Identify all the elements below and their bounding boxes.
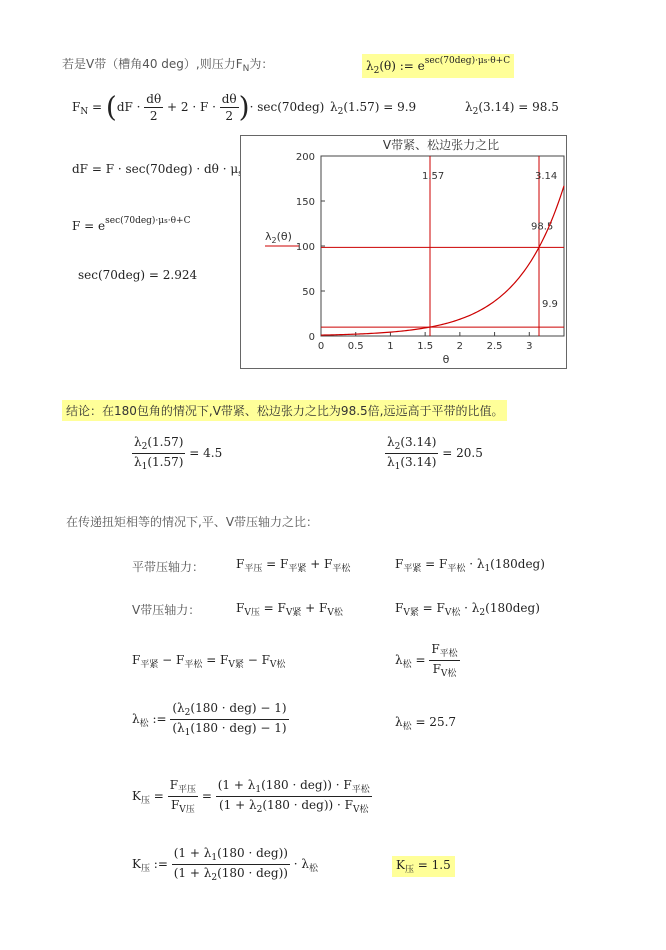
intro-sub: N — [242, 64, 250, 74]
l2-314-sub: 2 — [472, 107, 479, 117]
plot-frame — [321, 156, 564, 336]
lambda2-157-result — [330, 100, 416, 117]
r1-den-sub: 1 — [141, 462, 148, 472]
fn-term1: dF · — [116, 100, 141, 114]
lsa-num: (λ — [172, 701, 185, 715]
f-exp-sub: s — [164, 217, 168, 225]
lambda-song-value — [395, 715, 456, 732]
series-line-lambda2 — [321, 186, 564, 335]
lsd-num-sub: 平松 — [439, 649, 458, 659]
chart-ylabel — [265, 230, 292, 245]
marker-v1-label: 1.57 — [422, 171, 445, 182]
kd-eq: = — [149, 789, 164, 803]
diff-b-sub: 平松 — [184, 660, 203, 670]
kd-f2-den-sub2: V松 — [352, 805, 369, 815]
ka-den-sub: 2 — [211, 873, 218, 883]
fn-plus: + 2 · F · — [163, 100, 216, 114]
r1-num-main: λ — [134, 435, 142, 449]
ka-tail: · λ — [289, 857, 309, 871]
fa-eq1-c: + F — [306, 557, 333, 571]
x-tick-label: 2 — [456, 341, 464, 352]
fa-eq1-c-sub: 平松 — [332, 564, 351, 574]
diff-d-sub: V松 — [269, 660, 286, 670]
kd-f2-num-sub2: 平松 — [351, 785, 370, 795]
fa-eq1-b-sub: 平紧 — [288, 564, 307, 574]
l2-314-arg: (3.14) = 98.5 — [478, 100, 559, 114]
ka-eq: := — [149, 857, 168, 871]
f-exp: sec(70deg)·μ — [105, 216, 165, 226]
lambda2-def-arg: (θ) := e — [379, 59, 425, 73]
r2-num-sub: 2 — [394, 442, 401, 452]
lambda-song-assignment — [132, 701, 289, 738]
lsa-den-tail: (180 · deg) − 1) — [190, 721, 287, 735]
r2-den-main: λ — [387, 455, 395, 469]
fn-frac2 — [220, 92, 239, 123]
kr-lhs: K — [396, 858, 405, 872]
ka-tail-sub: 松 — [309, 864, 319, 874]
fn-frac1-den: 2 — [149, 109, 158, 123]
lambda2-314-result — [465, 100, 559, 117]
fa-eq2-b-sub: 平松 — [447, 564, 466, 574]
lsd-den-sub: V松 — [440, 669, 457, 679]
lambda2-definition — [362, 54, 514, 78]
fa-eq2-c: · λ — [465, 557, 485, 571]
kd-f1-den: F — [170, 798, 180, 812]
fa-eq1-a-sub: 平压 — [244, 564, 263, 574]
section2-text: 在传递扭矩相等的情况下,平、V带压轴力之比： — [66, 515, 319, 529]
l2-157-label: λ — [330, 100, 338, 114]
lsa-lhs: λ — [132, 712, 140, 726]
v-axial-label-text: V带压轴力： — [132, 603, 201, 617]
va-eq2-b-sub: V松 — [444, 608, 461, 618]
lsa-num-sub: 2 — [184, 708, 191, 718]
va-eq2-a-sub: V紧 — [403, 608, 419, 618]
fn-frac1 — [144, 92, 163, 123]
r1-den-main: λ — [134, 455, 142, 469]
kd-f2-den-sub: 2 — [256, 805, 263, 815]
fa-eq1-a: F — [236, 557, 245, 571]
lsv-lhs-sub: 松 — [402, 722, 412, 732]
k-assignment — [132, 846, 318, 883]
l2-157-arg: (1.57) = 9.9 — [343, 100, 417, 114]
lsa-num-tail: (180 · deg) − 1) — [190, 701, 287, 715]
ratio2 — [385, 435, 483, 472]
ka-num-tail: (180 · deg)) — [217, 846, 288, 860]
conclusion-text: 结论：在180包角的情况下,V带紧、松边张力之比为98.5倍,远远高于平带的比值。 — [66, 404, 504, 418]
r2-result: = 20.5 — [438, 446, 483, 460]
flat-axial-eq1 — [236, 557, 350, 574]
kd-f2-num: (1 + λ — [217, 778, 256, 792]
y-tick-label: 200 — [295, 152, 315, 163]
conclusion — [62, 400, 507, 421]
chart-xlabel: θ — [442, 353, 450, 366]
f-exp-tail: ·θ+C — [167, 216, 191, 226]
kd-f1-num: F — [169, 778, 179, 792]
r1-result: = 4.5 — [185, 446, 223, 460]
y-tick-label: 100 — [295, 242, 315, 253]
fn-frac2-num: dθ — [221, 92, 237, 106]
k-result — [392, 856, 455, 877]
lsa-lhs-sub: 松 — [139, 719, 149, 729]
r2-num-arg: (3.14) — [400, 435, 437, 449]
r2-den-sub: 1 — [394, 462, 401, 472]
diff-a: F — [132, 653, 141, 667]
lsd-lhs: λ — [395, 653, 403, 667]
va-eq2-c: · λ — [460, 601, 480, 615]
lsd-lhs-sub: 松 — [402, 660, 412, 670]
kd-eq2: = — [198, 789, 212, 803]
y-tick-label: 0 — [308, 332, 315, 343]
lambda-chart — [241, 136, 566, 368]
va-eq1-b-sub: V紧 — [285, 608, 302, 618]
ratio1 — [132, 435, 222, 472]
sec-text: sec(70deg) = 2.924 — [78, 268, 198, 282]
chart-ylabel-tail: (θ) — [276, 230, 292, 243]
f-equation — [72, 216, 190, 233]
kd-lhs-sub: 压 — [140, 796, 150, 806]
v-axial-label — [132, 601, 200, 618]
lsd-num: F — [431, 642, 440, 656]
lsa-den: (λ — [172, 721, 185, 735]
r1-num-sub: 2 — [141, 442, 148, 452]
sec-result — [78, 268, 197, 282]
lsa-eq: := — [148, 712, 167, 726]
x-tick-label: 0.5 — [347, 341, 364, 352]
x-tick-label: 1 — [387, 341, 394, 352]
kd-f2-num-tail: (180 · deg)) · F — [261, 778, 352, 792]
fa-eq2-c-sub: 1 — [484, 564, 491, 574]
x-tick-label: 2.5 — [486, 341, 503, 352]
chart-frame — [240, 135, 567, 369]
fn-lhs: F — [72, 100, 81, 114]
va-eq1-b: = F — [259, 601, 286, 615]
x-tick-label: 0 — [317, 341, 325, 352]
kd-f2-den: (1 + λ — [218, 798, 257, 812]
kd-f1-den-sub: V压 — [179, 805, 195, 815]
flat-axial-label — [132, 558, 204, 575]
lambda2-def-exp: sec(70deg)·μ — [424, 56, 484, 66]
r2-num-main: λ — [387, 435, 395, 449]
lambda2-def-exp-sub: s — [483, 57, 488, 65]
va-eq1-a: F — [236, 601, 245, 615]
fn-tail: · sec(70deg) — [249, 100, 325, 114]
lambda-song-definition — [395, 642, 460, 679]
v-axial-eq1 — [236, 601, 343, 618]
lsv-lhs: λ — [395, 715, 403, 729]
fa-eq2-a-sub: 平紧 — [403, 564, 422, 574]
chart-ylabel-main: λ — [265, 230, 272, 243]
kd-f2-num-sub: 1 — [255, 785, 262, 795]
diff-c-sub: V紧 — [228, 660, 244, 670]
lsd-den: F — [432, 662, 441, 676]
ka-lhs: K — [132, 857, 141, 871]
kd-f1-num-sub: 平压 — [178, 785, 197, 795]
chart-ylabel-sub: 2 — [271, 236, 277, 245]
lsd-eq: = — [411, 653, 426, 667]
f-lhs: F = e — [72, 219, 106, 233]
k-definition — [132, 778, 372, 815]
x-tick-label: 1.5 — [417, 341, 434, 352]
fn-lhs-sub: N — [80, 107, 89, 117]
intro-main: 若是V带（槽角40 deg）,则压力F — [62, 57, 243, 71]
fa-eq2-end: (180deg) — [490, 557, 545, 571]
lsv-val: = 25.7 — [411, 715, 457, 729]
lambda2-def-lhs: λ — [366, 59, 374, 73]
diff-a-sub: 平紧 — [140, 660, 159, 670]
lambda2-def-exp-tail: ·θ+C — [487, 56, 511, 66]
fn-eq-sign: = — [88, 100, 106, 114]
fa-eq1-b: = F — [262, 557, 289, 571]
ka-num-sub: 1 — [211, 853, 218, 863]
y-tick-label: 50 — [302, 287, 315, 298]
ka-den-tail: (180 · deg)) — [217, 866, 288, 880]
l2-314-label: λ — [465, 100, 473, 114]
r2-den-arg: (3.14) — [400, 455, 437, 469]
v-axial-eq2 — [395, 601, 540, 618]
va-eq1-c: + F — [301, 601, 328, 615]
fn-frac1-num: dθ — [146, 92, 162, 106]
ka-den: (1 + λ — [173, 866, 212, 880]
fa-eq2-b: = F — [421, 557, 448, 571]
kr-val: = 1.5 — [413, 858, 451, 872]
diff-c: = F — [202, 653, 229, 667]
r1-num-arg: (1.57) — [147, 435, 184, 449]
flat-axial-eq2 — [395, 557, 545, 574]
lambda2-def-lhs-sub: 2 — [373, 66, 380, 76]
va-eq1-c-sub: V松 — [327, 608, 343, 618]
y-tick-label: 150 — [295, 197, 315, 208]
kd-lhs: K — [132, 789, 141, 803]
section2-heading — [66, 513, 318, 530]
fn-frac2-den: 2 — [225, 109, 234, 123]
va-eq2-a: F — [395, 601, 404, 615]
df-equation — [72, 162, 243, 179]
lsa-den-sub: 1 — [184, 728, 191, 738]
difference-equation — [132, 653, 285, 670]
l2-157-sub: 2 — [337, 107, 344, 117]
marker-h2-label: 9.9 — [542, 299, 558, 311]
ka-num: (1 + λ — [173, 846, 212, 860]
x-tick-label: 3 — [526, 341, 533, 352]
df-text: dF = F · sec(70deg) · dθ · μ — [72, 162, 239, 176]
va-eq2-end: (180deg) — [485, 601, 540, 615]
diff-d: − F — [243, 653, 270, 667]
flat-axial-label-text: 平带压轴力： — [132, 560, 205, 574]
kd-f2-den-tail: (180 · deg)) · F — [262, 798, 353, 812]
marker-v2-label: 3.14 — [535, 171, 558, 182]
intro-text — [62, 55, 273, 74]
fa-eq2-a: F — [395, 557, 404, 571]
va-eq2-c-sub: 2 — [479, 608, 486, 618]
fn-equation: $F_N = (dF$ · $\frac{d\theta}{2}$ + 2 · F · $\frac{d\theta}{2}$ )· sec(70deg) — [72, 90, 325, 124]
intro-tail: 为： — [249, 57, 274, 71]
r1-den-arg: (1.57) — [147, 455, 184, 469]
chart-title: V带紧、松边张力之比 — [382, 138, 500, 152]
marker-h1-label: 98.5 — [531, 221, 554, 233]
ka-lhs-sub: 压 — [140, 864, 150, 874]
va-eq2-b: = F — [418, 601, 445, 615]
kr-lhs-sub: 压 — [404, 865, 414, 875]
diff-b: − F — [158, 653, 185, 667]
va-eq1-a-sub: V压 — [244, 608, 260, 618]
